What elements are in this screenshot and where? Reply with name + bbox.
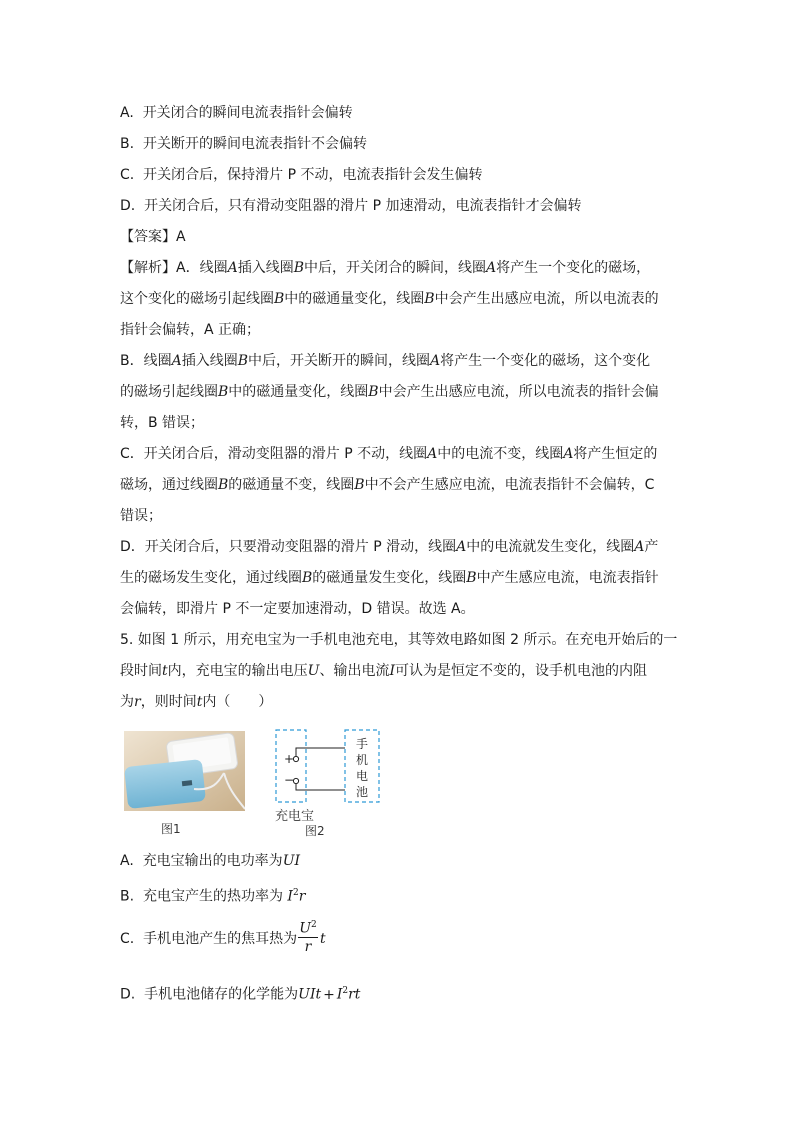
- text: 指针会偏转，A 正确；: [120, 322, 261, 338]
- battery-char-1: 手: [356, 737, 369, 751]
- text: 内（ ）: [202, 694, 273, 710]
- charger-label: 充电宝: [275, 809, 315, 824]
- var: B: [424, 291, 435, 307]
- formula-i: I: [287, 888, 293, 905]
- wire-bottom: [296, 784, 345, 790]
- var: A: [171, 353, 182, 369]
- formula-exp: 2: [292, 888, 299, 898]
- text: 插入线圈: [237, 260, 294, 276]
- analysis-b-line-1: [120, 351, 650, 371]
- minus-sign: −: [284, 773, 295, 787]
- wire-top: [296, 748, 345, 756]
- var: U: [307, 663, 320, 679]
- question5-line-2: [120, 661, 647, 681]
- text: 中的磁通量变化，线圈: [284, 291, 425, 307]
- text: 错误；: [120, 508, 162, 524]
- fraction-exp: 2: [311, 920, 317, 930]
- analysis-a-line-2: [120, 289, 659, 309]
- figure2-caption: 图2: [305, 824, 325, 838]
- question-text: 5. 如图 1 所示，用充电宝为一手机电池充电，其等效电路如图 2 所示。在充电开始后的一: [120, 632, 678, 648]
- battery-char-3: 电: [356, 769, 369, 783]
- minus-terminal: [293, 778, 298, 783]
- var: B: [274, 291, 285, 307]
- q5-option-c: [120, 929, 297, 949]
- text: 段时间: [120, 663, 162, 679]
- text: ，则时间: [140, 694, 197, 710]
- var: I: [389, 663, 395, 679]
- text: 转，B 错误；: [120, 415, 205, 431]
- text: 的磁通量发生变化，线圈: [312, 570, 467, 586]
- option-c-top: [120, 165, 482, 185]
- option-text: 开关闭合后，保持滑片 P 不动，电流表指针会发生偏转: [143, 167, 483, 183]
- analysis-b-line-2: [120, 382, 659, 402]
- answer-value: A: [176, 229, 186, 245]
- analysis-a-line-3: [120, 320, 260, 340]
- analysis-d-line-2: [120, 568, 659, 588]
- analysis-b-line-3: [120, 413, 204, 433]
- var: B: [218, 477, 229, 493]
- option-label: A.: [120, 853, 134, 869]
- text: 将产生恒定的: [573, 446, 658, 462]
- var: A: [563, 446, 574, 462]
- figure1-photo: [124, 731, 245, 811]
- text: C．开关闭合后，滑动变阻器的滑片 P 不动，线圈: [120, 446, 428, 462]
- text: 中后，开关闭合的瞬间，线圈: [304, 260, 486, 276]
- answer-line: [120, 227, 186, 247]
- text: 产: [644, 539, 659, 555]
- var: A: [634, 539, 645, 555]
- option-label: D.: [120, 198, 136, 214]
- text: 这个变化的磁场引起线圈: [120, 291, 274, 307]
- var: B: [466, 570, 477, 586]
- plus-sign: +: [284, 752, 295, 766]
- option-label: C.: [120, 931, 135, 947]
- formula-i: I: [336, 986, 343, 1003]
- text: 中的磁通量变化，线圈: [228, 384, 369, 400]
- option-text: 开关闭合的瞬间电流表指针会偏转: [142, 105, 353, 121]
- formula-fraction: [298, 917, 318, 956]
- var: B: [293, 260, 304, 276]
- analysis-c-line-1: [120, 444, 657, 464]
- text: 中会产生出感应电流，所以电流表的指针会偏: [378, 384, 659, 400]
- var: B: [354, 477, 365, 493]
- battery-char-2: 机: [356, 753, 369, 767]
- figure2-circuit-diagram: [270, 726, 390, 806]
- var: A: [430, 353, 441, 369]
- text: 中的电流不变，线圈: [437, 446, 564, 462]
- text: 中后，开关断开的瞬间，线圈: [248, 353, 431, 369]
- formula-uit: UIt: [298, 986, 322, 1003]
- var: A: [456, 539, 467, 555]
- option-label: B.: [120, 888, 135, 905]
- var: t: [162, 663, 168, 679]
- analysis-a-line-1: [120, 258, 650, 278]
- option-label: D.: [120, 986, 136, 1003]
- var: r: [134, 694, 141, 710]
- text: 中不会产生感应电流，电流表指针不会偏转，C: [364, 477, 655, 493]
- text: D．开关闭合后，只要滑动变阻器的滑片 P 滑动，线圈: [120, 539, 457, 555]
- text: 可认为是恒定不变的，设手机电池的内阻: [394, 663, 647, 679]
- question5-line-3: [120, 692, 272, 712]
- figure1-caption: 图1: [161, 822, 181, 836]
- var: B: [368, 384, 379, 400]
- text: 、输出电流: [319, 663, 390, 679]
- text: 中会产生出感应电流，所以电流表的: [434, 291, 659, 307]
- q5-option-a: [120, 851, 300, 871]
- text: 中产生感应电流，电流表指针: [476, 570, 659, 586]
- battery-char-4: 池: [356, 785, 369, 799]
- option-text: 充电宝产生的热功率为: [142, 888, 283, 905]
- text: B．线圈: [120, 353, 172, 369]
- charger-box: [276, 730, 306, 802]
- answer-bracket: 【答案】: [120, 229, 176, 245]
- option-d-top: [120, 196, 581, 216]
- text: 的磁场引起线圈: [120, 384, 218, 400]
- option-text: 手机电池储存的化学能为: [144, 986, 299, 1003]
- text: 会偏转，即滑片 P 不一定要加速滑动，D 错误。故选 A。: [120, 601, 475, 617]
- analysis-d-line-1: [120, 537, 658, 557]
- analysis-bracket: 【解析】: [120, 260, 176, 276]
- var: B: [218, 384, 229, 400]
- text: 插入线圈: [181, 353, 238, 369]
- text: 为: [120, 694, 134, 710]
- formula-r: r: [298, 888, 306, 905]
- option-a-top: [120, 103, 353, 123]
- var: A: [486, 260, 497, 276]
- text: 磁场，通过线圈: [120, 477, 218, 493]
- option-label: A.: [120, 105, 134, 121]
- option-label: C.: [120, 167, 135, 183]
- formula-t: t: [320, 931, 326, 947]
- powerbank-phone-illustration: [124, 731, 245, 811]
- var: B: [302, 570, 313, 586]
- option-label: B.: [120, 136, 135, 152]
- text: 中的电流就发生变化，线圈: [466, 539, 635, 555]
- text: A．线圈: [176, 260, 228, 276]
- text: 内，充电宝的输出电压: [167, 663, 308, 679]
- option-text: 充电宝输出的电功率为: [142, 853, 283, 869]
- text: 生的磁场发生变化，通过线圈: [120, 570, 302, 586]
- fraction-numerator: U: [299, 920, 312, 937]
- text: 的磁通量不变，线圈: [228, 477, 355, 493]
- formula-rt: rt: [348, 986, 361, 1003]
- var: t: [196, 694, 203, 710]
- text: 将产生一个变化的磁场，这个变化: [440, 353, 651, 369]
- q5-option-d: [120, 981, 360, 1005]
- formula-plus: +: [323, 986, 335, 1003]
- fraction-denominator: r: [298, 937, 318, 956]
- formula-exp: 2: [342, 986, 349, 996]
- option-text: 手机电池产生的焦耳热为: [143, 931, 298, 947]
- var: A: [227, 260, 238, 276]
- option-text: 开关断开的瞬间电流表指针不会偏转: [142, 136, 367, 152]
- var: A: [427, 446, 438, 462]
- formula-ui: UI: [282, 853, 301, 869]
- option-text: 开关闭合后，只有滑动变阻器的滑片 P 加速滑动，电流表指针才会偏转: [144, 198, 582, 214]
- option-b-top: [120, 134, 367, 154]
- q5-option-b: [120, 883, 305, 907]
- analysis-c-line-3: [120, 506, 162, 526]
- analysis-d-line-3: [120, 599, 475, 619]
- var: B: [237, 353, 249, 369]
- analysis-c-line-2: [120, 475, 654, 495]
- question5-line-1: [120, 630, 677, 650]
- text: 将产生一个变化的磁场，: [496, 260, 651, 276]
- plus-terminal: [293, 756, 298, 761]
